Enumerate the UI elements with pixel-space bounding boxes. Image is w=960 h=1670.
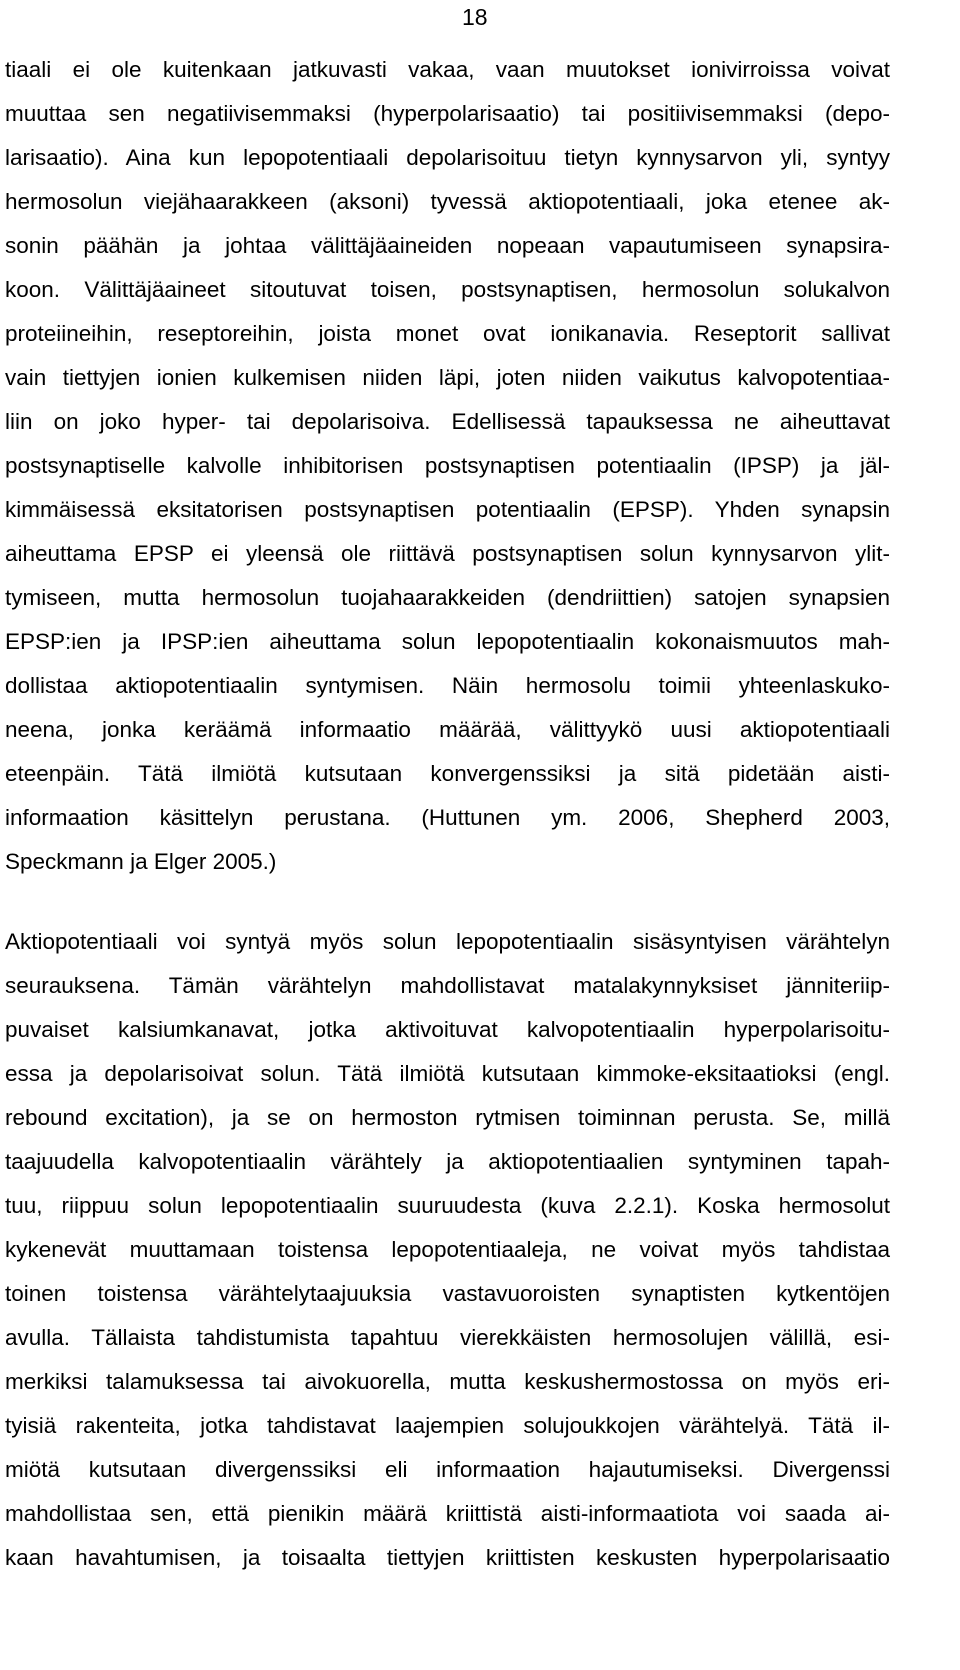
paragraph-line: puvaiset kalsiumkanavat, jotka aktivoituvat kalvopotentiaalin hyperpolarisoitu- bbox=[5, 1017, 890, 1042]
paragraph-line: taajuudella kalvopotentiaalin värähtely ja aktiopotentiaalien syntyminen tapah- bbox=[5, 1149, 890, 1174]
paragraph-line: Aktiopotentiaali voi syntyä myös solun lepopotentiaalin sisäsyntyisen värähtelyn bbox=[5, 929, 890, 954]
paragraph-line: merkiksi talamuksessa tai aivokuorella, mutta keskushermostossa on myös eri- bbox=[5, 1369, 890, 1394]
paragraph-line: kaan havahtumisen, ja toisaalta tiettyjen kriittisten keskusten hyperpolarisaatio bbox=[5, 1545, 890, 1570]
paragraph-line: aiheuttama EPSP ei yleensä ole riittävä postsynaptisen solun kynnysarvon ylit- bbox=[5, 541, 890, 566]
paragraph-line: vain tiettyjen ionien kulkemisen niiden läpi, joten niiden vaikutus kalvopotentiaa- bbox=[5, 365, 890, 390]
paragraph-line: seurauksena. Tämän värähtelyn mahdollistavat matalakynnyksiset jänniteriip- bbox=[5, 973, 890, 998]
paragraph-line: larisaatio). Aina kun lepopotentiaali depolarisoituu tietyn kynnysarvon yli, syntyy bbox=[5, 145, 890, 170]
paragraph-line: Speckmann ja Elger 2005.) bbox=[5, 849, 277, 874]
paragraph-line: muuttaa sen negatiivisemmaksi (hyperpolarisaatio) tai positiivisemmaksi (depo- bbox=[5, 101, 890, 126]
paragraph-line: essa ja depolarisoivat solun. Tätä ilmiötä kutsutaan kimmoke-eksitaatioksi (engl. bbox=[5, 1061, 890, 1086]
paragraph-line: liin on joko hyper- tai depolarisoiva. Edellisessä tapauksessa ne aiheuttavat bbox=[5, 409, 890, 434]
page-number: 18 bbox=[462, 4, 488, 30]
paragraph-line: postsynaptiselle kalvolle inhibitorisen postsynaptisen potentiaalin (IPSP) ja jäl- bbox=[5, 453, 890, 478]
paragraph-line: tiaali ei ole kuitenkaan jatkuvasti vakaa, vaan muutokset ionivirroissa voivat bbox=[5, 57, 890, 82]
paragraph-line: eteenpäin. Tätä ilmiötä kutsutaan konvergenssiksi ja sitä pidetään aisti- bbox=[5, 761, 890, 786]
paragraph-line: kykenevät muuttamaan toistensa lepopotentiaaleja, ne voivat myös tahdistaa bbox=[5, 1237, 890, 1262]
paragraph-line: toinen toistensa värähtelytaajuuksia vastavuoroisten synaptisten kytkentöjen bbox=[5, 1281, 890, 1306]
paragraph-line: sonin päähän ja johtaa välittäjäaineiden nopeaan vapautumiseen synapsira- bbox=[5, 233, 890, 258]
paragraph-line: koon. Välittäjäaineet sitoutuvat toisen, postsynaptisen, hermosolun solukalvon bbox=[5, 277, 890, 302]
paragraph-line: kimmäisessä eksitatorisen postsynaptisen potentiaalin (EPSP). Yhden synapsin bbox=[5, 497, 890, 522]
paragraph-line: tuu, riippuu solun lepopotentiaalin suuruudesta (kuva 2.2.1). Koska hermosolut bbox=[5, 1193, 890, 1218]
paragraph-line: proteiineihin, reseptoreihin, joista monet ovat ionikanavia. Reseptorit sallivat bbox=[5, 321, 890, 346]
paragraph-line: avulla. Tällaista tahdistumista tapahtuu vierekkäisten hermosolujen välillä, esi- bbox=[5, 1325, 890, 1350]
paragraph-line: miötä kutsutaan divergenssiksi eli informaation hajautumiseksi. Divergenssi bbox=[5, 1457, 890, 1482]
paragraph-line: neena, jonka keräämä informaatio määrää, välittyykö uusi aktiopotentiaali bbox=[5, 717, 890, 742]
paragraph-line: rebound excitation), ja se on hermoston rytmisen toiminnan perusta. Se, millä bbox=[5, 1105, 890, 1130]
paragraph-line: tymiseen, mutta hermosolun tuojahaarakkeiden (dendriittien) satojen synapsien bbox=[5, 585, 890, 610]
paragraph-line: tyisiä rakenteita, jotka tahdistavat laajempien solujoukkojen värähtelyä. Tätä il- bbox=[5, 1413, 890, 1438]
paragraph-line: dollistaa aktiopotentiaalin syntymisen. Näin hermosolu toimii yhteenlaskuko- bbox=[5, 673, 890, 698]
paragraph-line: informaation käsittelyn perustana. (Huttunen ym. 2006, Shepherd 2003, bbox=[5, 805, 890, 830]
paragraph-line: hermosolun viejähaarakkeen (aksoni) tyvessä aktiopotentiaali, joka etenee ak- bbox=[5, 189, 890, 214]
paragraph-line: mahdollistaa sen, että pienikin määrä kriittistä aisti-informaatiota voi saada ai- bbox=[5, 1501, 890, 1526]
paragraph-line: EPSP:ien ja IPSP:ien aiheuttama solun lepopotentiaalin kokonaismuutos mah- bbox=[5, 629, 890, 654]
